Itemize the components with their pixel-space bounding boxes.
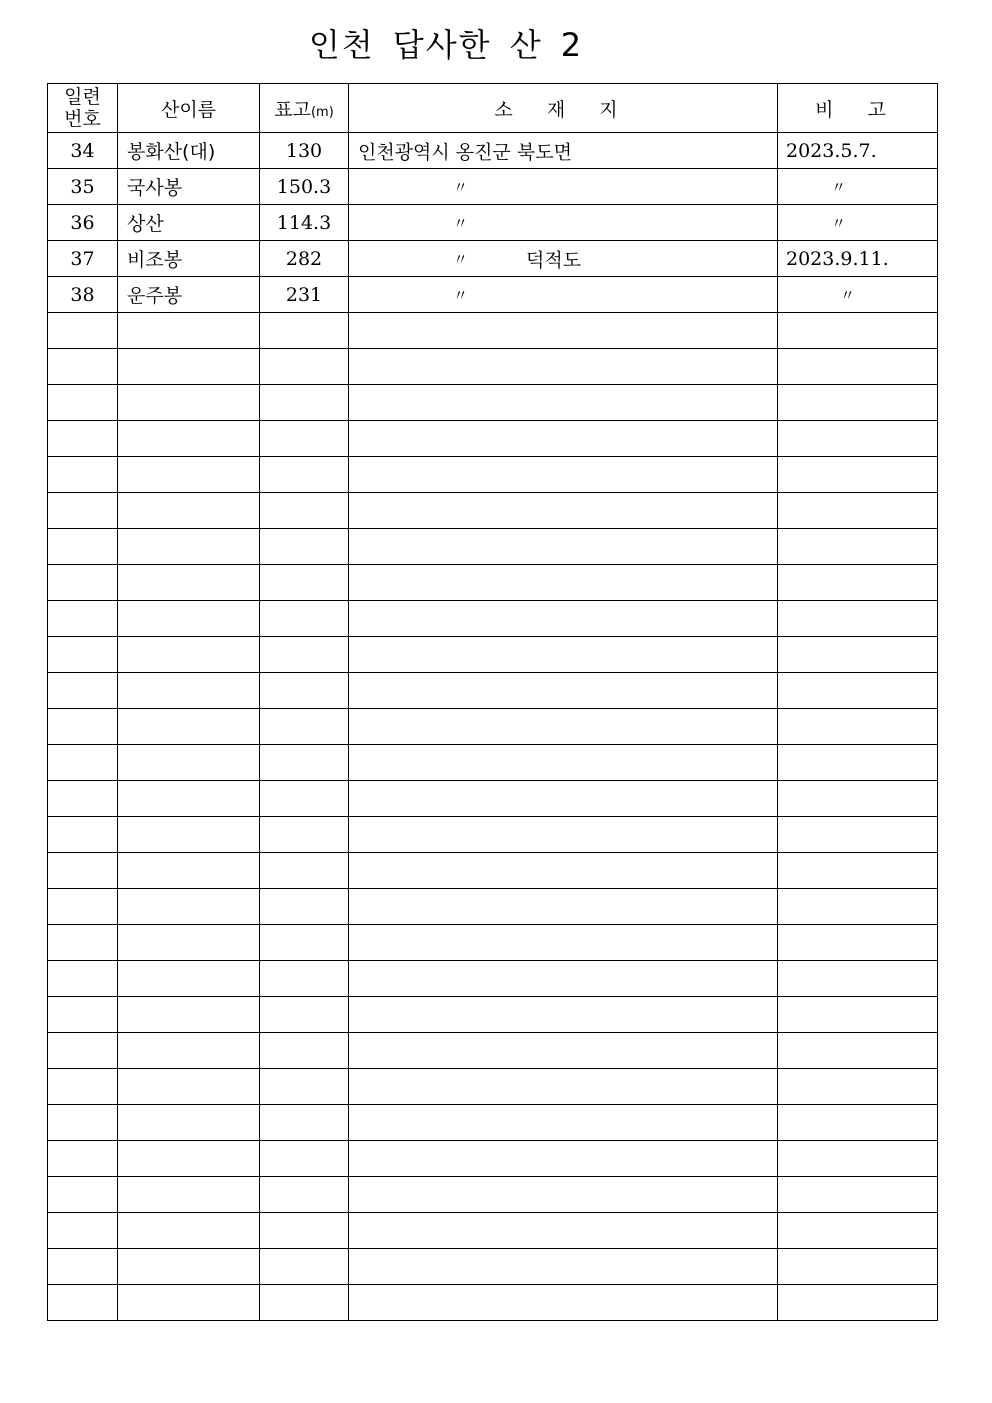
cell-altitude <box>260 565 349 601</box>
cell-mountain-name <box>118 709 260 745</box>
cell-altitude <box>260 1213 349 1249</box>
cell-note <box>778 421 938 457</box>
cell-location <box>349 781 778 817</box>
cell-location <box>349 817 778 853</box>
cell-serial-number <box>48 1141 118 1177</box>
cell-altitude <box>260 1141 349 1177</box>
location-ditto-mark: 〃 <box>453 214 469 232</box>
cell-altitude <box>260 385 349 421</box>
cell-location <box>349 1141 778 1177</box>
cell-mountain-name <box>118 1213 260 1249</box>
cell-mountain-name <box>118 925 260 961</box>
cell-note <box>778 385 938 421</box>
cell-serial-number <box>48 637 118 673</box>
cell-note <box>778 349 938 385</box>
cell-location <box>349 205 778 241</box>
cell-altitude: 114.3 <box>260 205 349 241</box>
cell-serial-number <box>48 385 118 421</box>
cell-altitude <box>260 745 349 781</box>
cell-altitude <box>260 421 349 457</box>
cell-altitude <box>260 673 349 709</box>
cell-note <box>778 709 938 745</box>
table-row <box>48 637 938 673</box>
table-row <box>48 565 938 601</box>
cell-altitude <box>260 1033 349 1069</box>
table-row <box>48 457 938 493</box>
note-date: 2023.5.7. <box>786 139 877 162</box>
location-ditto-mark: 〃 <box>453 178 469 196</box>
cell-location <box>349 745 778 781</box>
cell-mountain-name <box>118 565 260 601</box>
cell-serial-number <box>48 529 118 565</box>
table-row <box>48 1285 938 1321</box>
cell-note <box>778 1213 938 1249</box>
cell-location <box>349 1177 778 1213</box>
cell-mountain-name <box>118 1105 260 1141</box>
header-altitude-label: 표고 <box>274 98 311 121</box>
cell-mountain-name <box>118 1069 260 1105</box>
table-body <box>48 133 938 1321</box>
cell-serial-number <box>48 997 118 1033</box>
cell-note <box>778 529 938 565</box>
cell-altitude <box>260 457 349 493</box>
cell-mountain-name <box>118 817 260 853</box>
cell-mountain-name <box>118 889 260 925</box>
cell-serial-number <box>48 817 118 853</box>
cell-serial-number: 34 <box>48 133 118 169</box>
table-row <box>48 1105 938 1141</box>
table-row <box>48 241 938 277</box>
cell-location <box>349 925 778 961</box>
cell-location <box>349 421 778 457</box>
cell-note <box>778 961 938 997</box>
table-row <box>48 493 938 529</box>
cell-serial-number <box>48 1285 118 1321</box>
cell-altitude <box>260 889 349 925</box>
cell-location <box>349 1213 778 1249</box>
cell-mountain-name <box>118 853 260 889</box>
cell-altitude: 150.3 <box>260 169 349 205</box>
page-title: 인천 답사한 산 2 <box>308 26 584 64</box>
cell-location <box>349 637 778 673</box>
cell-mountain-name <box>118 313 260 349</box>
cell-serial-number: 37 <box>48 241 118 277</box>
cell-altitude <box>260 997 349 1033</box>
table-row <box>48 277 938 313</box>
cell-altitude <box>260 349 349 385</box>
location-extra-text: 덕적도 <box>526 249 582 271</box>
cell-note <box>778 889 938 925</box>
cell-serial-number <box>48 745 118 781</box>
cell-note <box>778 853 938 889</box>
cell-altitude <box>260 709 349 745</box>
header-location: 소 재 지 <box>349 84 778 133</box>
cell-mountain-name <box>118 781 260 817</box>
cell-serial-number <box>48 1249 118 1285</box>
header-mountain-name: 산이름 <box>118 84 260 133</box>
cell-altitude <box>260 493 349 529</box>
cell-altitude <box>260 817 349 853</box>
cell-altitude <box>260 1177 349 1213</box>
cell-mountain-name <box>118 1285 260 1321</box>
cell-serial-number: 35 <box>48 169 118 205</box>
cell-location <box>349 133 778 169</box>
cell-note <box>778 1141 938 1177</box>
cell-serial-number <box>48 565 118 601</box>
cell-serial-number <box>48 925 118 961</box>
table-row <box>48 1033 938 1069</box>
cell-altitude <box>260 313 349 349</box>
location-ditto-mark: 〃 <box>453 286 469 304</box>
table-row <box>48 889 938 925</box>
cell-serial-number <box>48 601 118 637</box>
cell-location <box>349 1033 778 1069</box>
cell-note <box>778 925 938 961</box>
cell-serial-number: 36 <box>48 205 118 241</box>
cell-note <box>778 1105 938 1141</box>
cell-mountain-name: 봉화산(대) <box>118 133 260 169</box>
cell-altitude: 130 <box>260 133 349 169</box>
cell-serial-number <box>48 781 118 817</box>
cell-serial-number <box>48 421 118 457</box>
table-row <box>48 421 938 457</box>
note-date: 2023.9.11. <box>786 247 889 270</box>
cell-altitude <box>260 637 349 673</box>
cell-location <box>349 673 778 709</box>
location-text: 인천광역시 옹진군 북도면 <box>358 141 572 163</box>
cell-note <box>778 673 938 709</box>
cell-note <box>778 601 938 637</box>
cell-mountain-name <box>118 529 260 565</box>
cell-note <box>778 313 938 349</box>
cell-serial-number <box>48 313 118 349</box>
cell-mountain-name: 운주봉 <box>118 277 260 313</box>
table-row <box>48 385 938 421</box>
table-row <box>48 601 938 637</box>
cell-note <box>778 133 938 169</box>
table-row <box>48 1213 938 1249</box>
cell-altitude: 282 <box>260 241 349 277</box>
cell-altitude <box>260 1105 349 1141</box>
cell-serial-number <box>48 889 118 925</box>
cell-mountain-name <box>118 421 260 457</box>
table-row <box>48 997 938 1033</box>
cell-altitude <box>260 961 349 997</box>
cell-mountain-name <box>118 1141 260 1177</box>
cell-serial-number <box>48 1177 118 1213</box>
cell-note <box>778 169 938 205</box>
cell-serial-number <box>48 1033 118 1069</box>
cell-mountain-name: 국사봉 <box>118 169 260 205</box>
cell-location <box>349 385 778 421</box>
table-row <box>48 781 938 817</box>
cell-serial-number <box>48 1213 118 1249</box>
cell-serial-number: 38 <box>48 277 118 313</box>
cell-location <box>349 493 778 529</box>
table-header-row <box>48 84 938 133</box>
cell-note <box>778 277 938 313</box>
cell-location <box>349 997 778 1033</box>
mountain-log-table <box>47 83 938 1321</box>
cell-location <box>349 241 778 277</box>
table-row <box>48 1249 938 1285</box>
cell-location <box>349 961 778 997</box>
cell-altitude <box>260 601 349 637</box>
table-row <box>48 1177 938 1213</box>
cell-location <box>349 1069 778 1105</box>
table-row <box>48 853 938 889</box>
cell-location <box>349 565 778 601</box>
table-row <box>48 133 938 169</box>
cell-note <box>778 565 938 601</box>
cell-mountain-name <box>118 493 260 529</box>
cell-mountain-name <box>118 1249 260 1285</box>
cell-note <box>778 1033 938 1069</box>
cell-serial-number <box>48 349 118 385</box>
table-row <box>48 313 938 349</box>
cell-location <box>349 529 778 565</box>
cell-note <box>778 637 938 673</box>
cell-mountain-name <box>118 457 260 493</box>
cell-altitude <box>260 925 349 961</box>
header-serial-line1: 일련 <box>64 86 101 108</box>
table-row <box>48 961 938 997</box>
cell-serial-number <box>48 673 118 709</box>
table-row <box>48 205 938 241</box>
cell-mountain-name <box>118 601 260 637</box>
cell-location <box>349 601 778 637</box>
cell-location <box>349 889 778 925</box>
cell-altitude <box>260 781 349 817</box>
header-altitude <box>260 84 349 133</box>
note-ditto-mark: 〃 <box>831 178 847 196</box>
cell-location <box>349 1285 778 1321</box>
table-row <box>48 1141 938 1177</box>
cell-note <box>778 457 938 493</box>
cell-location <box>349 313 778 349</box>
cell-location <box>349 853 778 889</box>
cell-mountain-name <box>118 1033 260 1069</box>
cell-location <box>349 169 778 205</box>
cell-mountain-name <box>118 673 260 709</box>
cell-mountain-name <box>118 997 260 1033</box>
cell-altitude <box>260 1249 349 1285</box>
cell-serial-number <box>48 853 118 889</box>
cell-location <box>349 1105 778 1141</box>
location-ditto-mark: 〃 <box>453 250 469 268</box>
cell-mountain-name: 비조봉 <box>118 241 260 277</box>
cell-mountain-name <box>118 1177 260 1213</box>
cell-note <box>778 781 938 817</box>
cell-altitude: 231 <box>260 277 349 313</box>
cell-altitude <box>260 1285 349 1321</box>
table-row <box>48 169 938 205</box>
cell-note <box>778 1249 938 1285</box>
cell-location <box>349 709 778 745</box>
table-row <box>48 1069 938 1105</box>
header-serial-number <box>48 84 118 133</box>
cell-note <box>778 745 938 781</box>
header-note: 비 고 <box>778 84 938 133</box>
cell-serial-number <box>48 457 118 493</box>
cell-location <box>349 1249 778 1285</box>
cell-serial-number <box>48 1105 118 1141</box>
cell-serial-number <box>48 709 118 745</box>
cell-mountain-name: 상산 <box>118 205 260 241</box>
cell-note <box>778 1177 938 1213</box>
cell-location <box>349 277 778 313</box>
cell-note <box>778 241 938 277</box>
table-row <box>48 745 938 781</box>
table-row <box>48 673 938 709</box>
header-altitude-unit: (m) <box>310 104 334 120</box>
note-ditto-mark: 〃 <box>840 286 856 304</box>
cell-note <box>778 817 938 853</box>
cell-note <box>778 205 938 241</box>
cell-serial-number <box>48 961 118 997</box>
cell-altitude <box>260 529 349 565</box>
table-row <box>48 529 938 565</box>
cell-mountain-name <box>118 637 260 673</box>
cell-mountain-name <box>118 745 260 781</box>
cell-mountain-name <box>118 961 260 997</box>
cell-location <box>349 457 778 493</box>
note-ditto-mark: 〃 <box>831 214 847 232</box>
cell-note <box>778 1069 938 1105</box>
cell-note <box>778 493 938 529</box>
cell-altitude <box>260 1069 349 1105</box>
cell-note <box>778 997 938 1033</box>
header-serial-line2: 번호 <box>64 108 101 130</box>
cell-mountain-name <box>118 385 260 421</box>
cell-location <box>349 349 778 385</box>
table-row <box>48 709 938 745</box>
cell-altitude <box>260 853 349 889</box>
cell-serial-number <box>48 493 118 529</box>
cell-note <box>778 1285 938 1321</box>
cell-mountain-name <box>118 349 260 385</box>
table-row <box>48 925 938 961</box>
table-row <box>48 817 938 853</box>
table-row <box>48 349 938 385</box>
cell-serial-number <box>48 1069 118 1105</box>
